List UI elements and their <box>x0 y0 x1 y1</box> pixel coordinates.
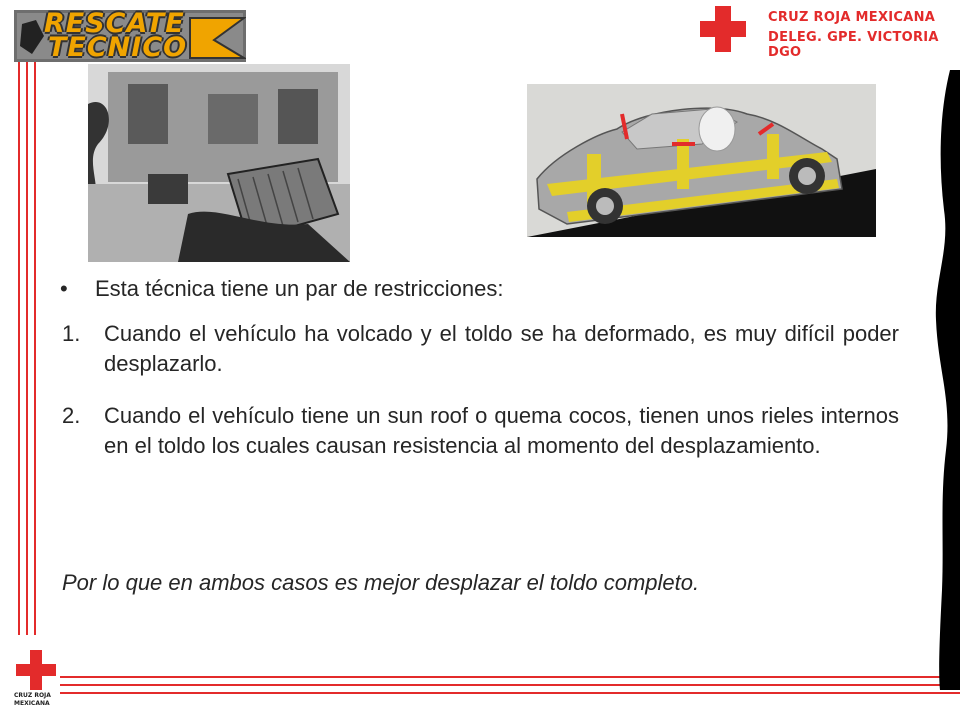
intro-text: Esta técnica tiene un par de restricciones: <box>95 276 504 301</box>
left-border-line <box>18 60 20 635</box>
footer-logo-line-2: MEXICANA <box>14 700 50 707</box>
bottom-border-line <box>60 676 960 678</box>
org-delegation: DELEG. GPE. VICTORIA DGO <box>768 30 939 60</box>
cruz-roja-footer-logo <box>8 650 64 712</box>
left-border-line <box>26 60 28 635</box>
bottom-border-line <box>60 684 960 686</box>
list-item: Cuando el vehículo ha volcado y el toldo se ha deformado, es muy difícil poder desplazarlo. <box>104 321 899 376</box>
logo-line-1: RESCATE <box>44 8 185 39</box>
rollover-vehicle-photo <box>88 64 350 262</box>
car-structure-photo <box>527 84 876 237</box>
left-border-line <box>34 60 36 635</box>
org-name: CRUZ ROJA MEXICANA <box>768 10 936 25</box>
bottom-border-line <box>60 692 960 694</box>
red-cross-icon <box>16 650 56 690</box>
conclusion-text: Por lo que en ambos casos es mejor desplazar el toldo completo. <box>62 570 700 595</box>
red-cross-icon <box>700 6 746 52</box>
item-number: 1. <box>62 321 81 346</box>
rescate-tecnico-logo <box>14 10 246 62</box>
list-item: Cuando el vehículo tiene un sun roof o quema cocos, tienen unos rieles internos en el toldo los cuales causan resistencia al momento del desplazamiento. <box>104 403 899 458</box>
footer-logo-line-1: CRUZ ROJA <box>14 692 51 699</box>
item-number: 2. <box>62 403 81 428</box>
decorative-black-shape <box>916 70 960 690</box>
bullet-point: • <box>60 276 68 301</box>
logo-line-2: TECNICO <box>48 32 188 63</box>
